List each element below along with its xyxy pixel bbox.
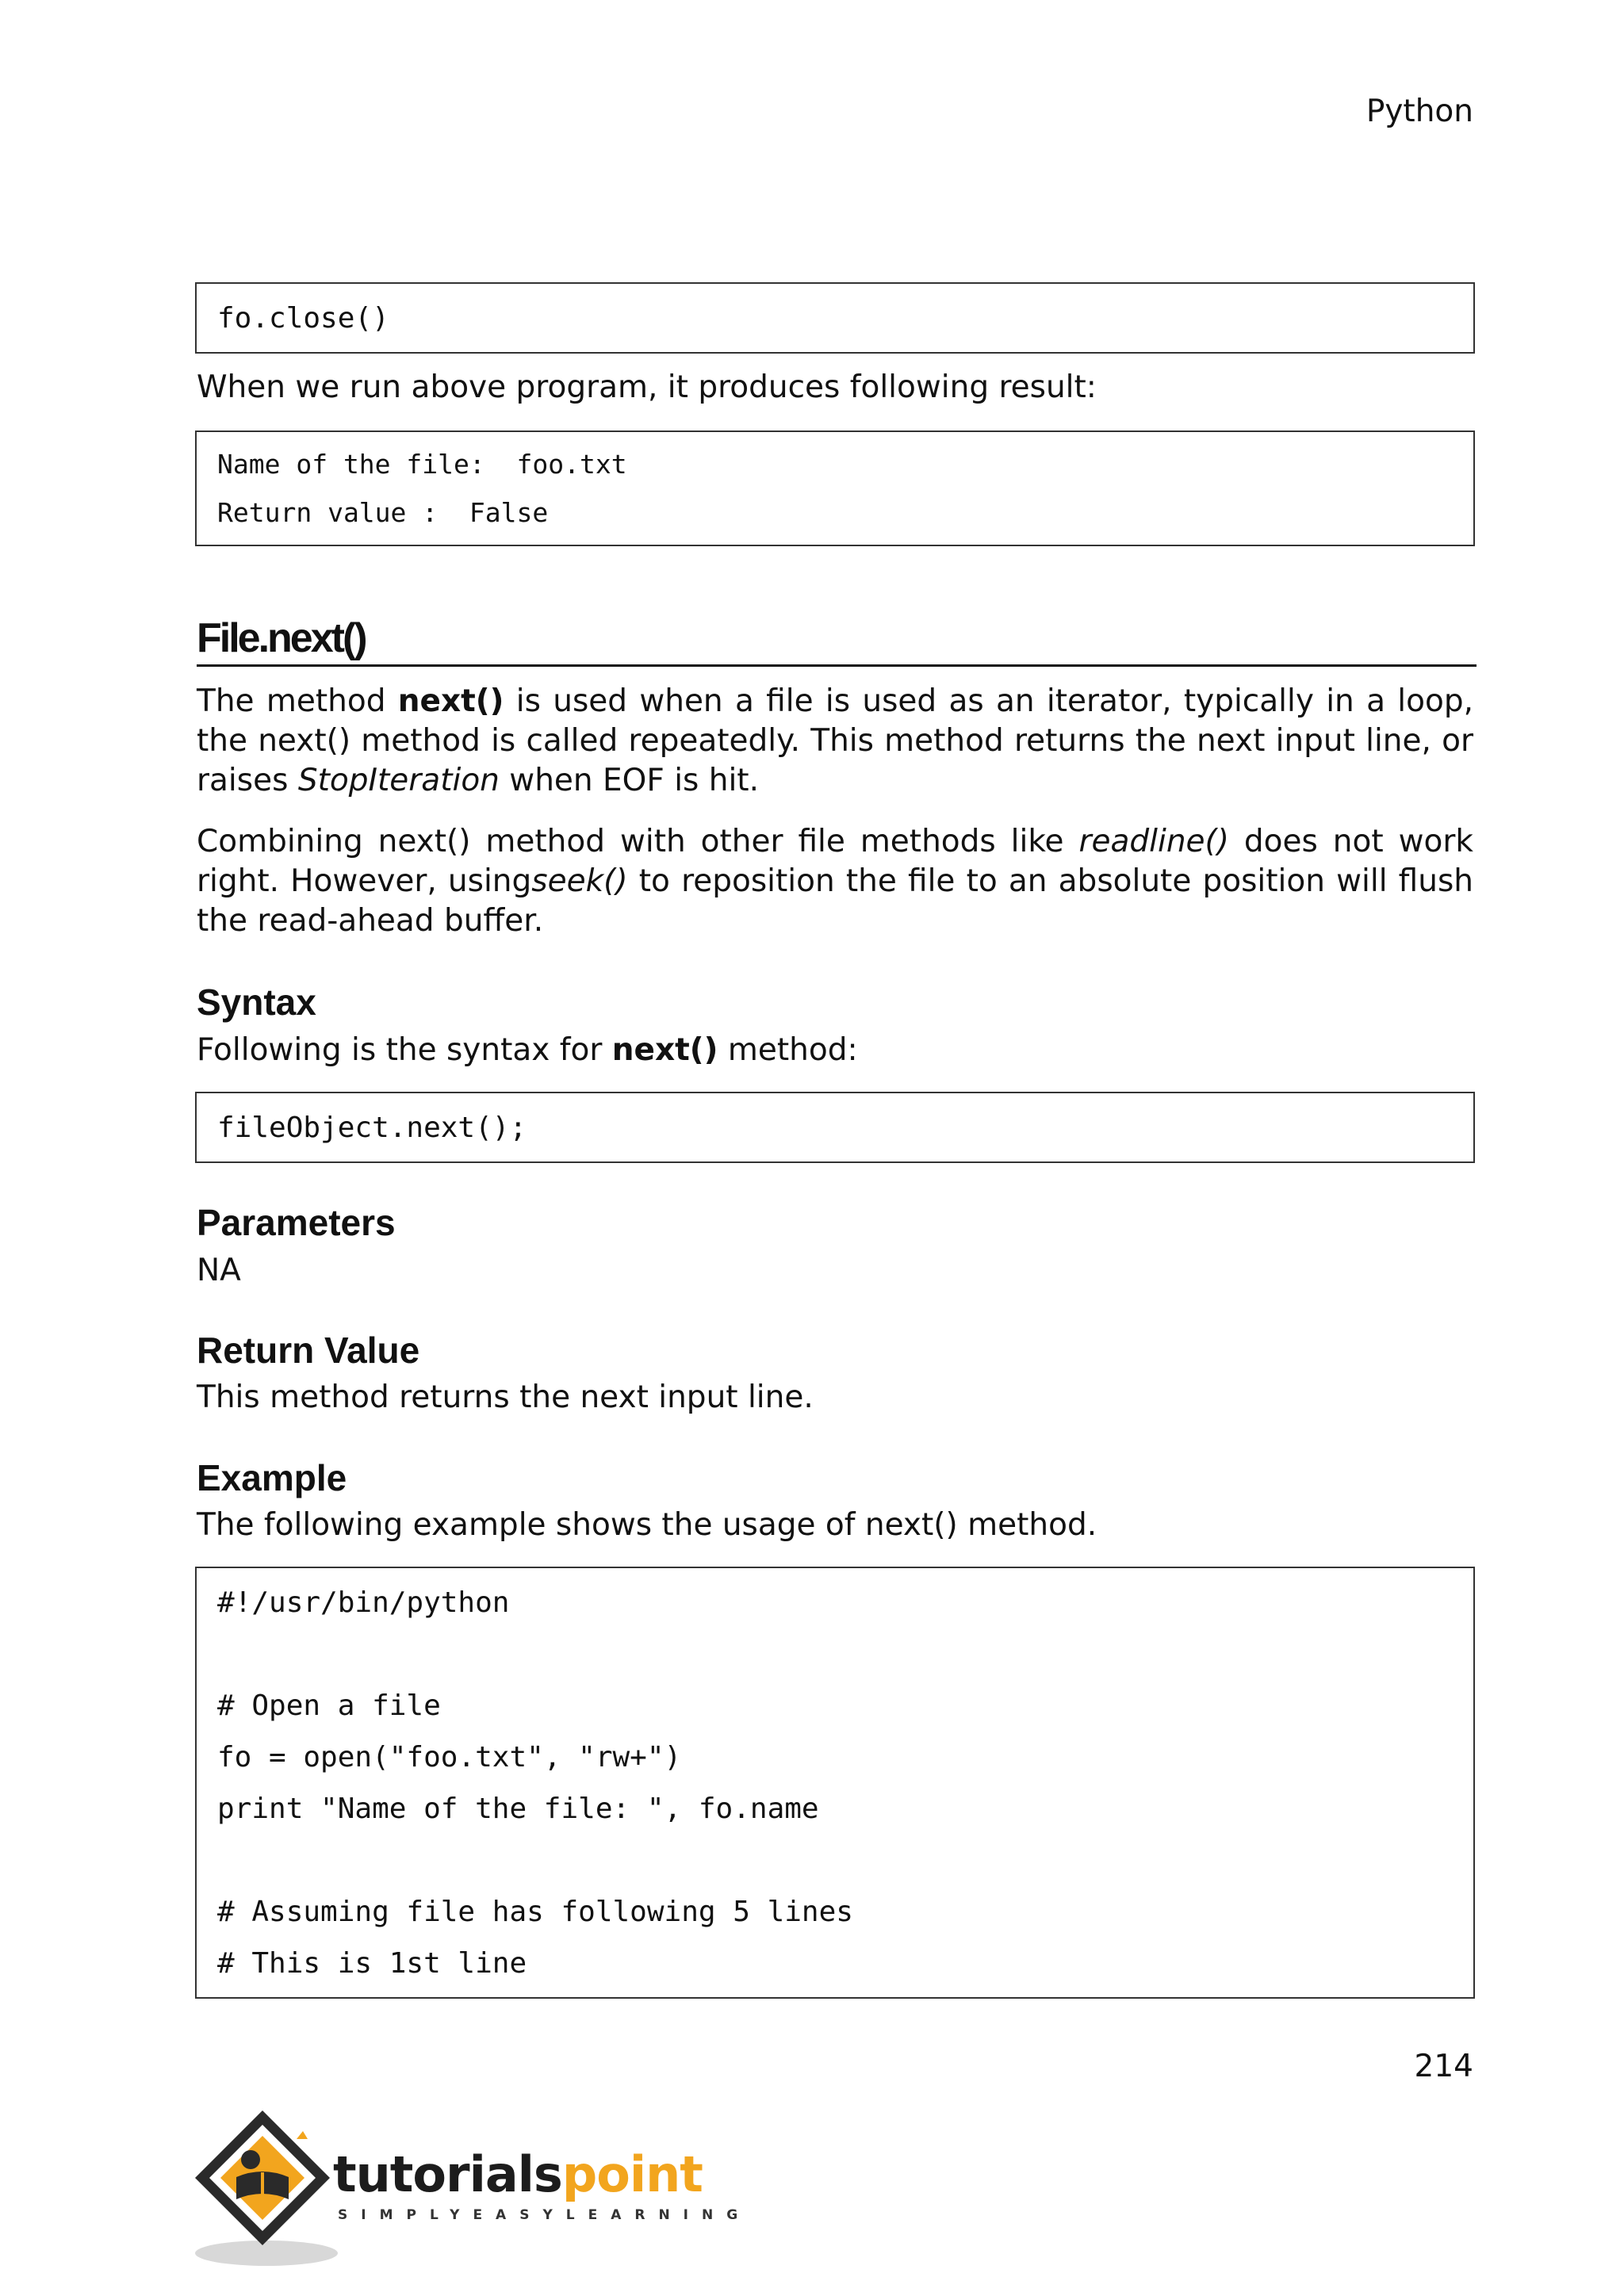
- term: readline(): [1078, 824, 1229, 859]
- result-intro: When we run above program, it produces following result:: [197, 369, 1097, 405]
- code-line: fo.close(): [217, 302, 389, 335]
- text: Following is the syntax for: [197, 1032, 612, 1068]
- tutorialspoint-logo: [195, 2110, 752, 2293]
- section-title: File.next(): [197, 612, 1477, 667]
- code-line: fo = open("foo.txt", "rw+"): [217, 1741, 682, 1774]
- logo-word-part2: point: [561, 2145, 703, 2203]
- example-text: The following example shows the usage of next() method.: [197, 1507, 1097, 1543]
- code-line: Name of the file: foo.txt: [217, 449, 627, 480]
- code-line: # Assuming file has following 5 lines: [217, 1896, 853, 1928]
- return-value-heading: Return Value: [197, 1330, 420, 1371]
- text: when EOF is hit.: [499, 763, 759, 798]
- header-title: Python: [1365, 94, 1473, 129]
- text: Combining next() method with other file methods like: [197, 824, 1079, 859]
- code-line: # Open a file: [217, 1689, 441, 1722]
- logo-tagline: SIMPLYEASYLEARNING: [338, 2207, 752, 2223]
- parameters-heading: Parameters: [197, 1202, 396, 1243]
- output-block: [195, 430, 1475, 546]
- syntax-text: [197, 1031, 1473, 1070]
- section-paragraph-2: [197, 822, 1473, 941]
- text: The method: [197, 683, 398, 719]
- code-term: next(): [397, 683, 504, 719]
- syntax-code-block: [195, 1092, 1475, 1163]
- code-line: # This is 1st line: [217, 1947, 527, 1980]
- logo-emblem-icon: [195, 2110, 354, 2293]
- code-line: #!/usr/bin/python: [217, 1586, 510, 1619]
- term: StopIteration: [297, 763, 500, 798]
- code-block-close: [195, 282, 1475, 354]
- code-line: fileObject.next();: [217, 1112, 527, 1144]
- page-number: 214: [1414, 2049, 1473, 2084]
- code-line: print "Name of the file: ", fo.name: [217, 1793, 819, 1825]
- text: is used when a file is used as an iterator, typically in a loop, the next() method is called repeatedly. This method returns the next input line, or raises: [197, 683, 1473, 798]
- section-paragraph-1: [197, 682, 1473, 801]
- logo-wordmark: [333, 2145, 703, 2203]
- text: method:: [718, 1032, 858, 1068]
- example-code-block: [195, 1567, 1475, 1999]
- code-line: [217, 1628, 1473, 1680]
- text: to reposition the file to an absolute position will flush the read-ahead buffer.: [197, 863, 1473, 939]
- term: seek(): [531, 863, 628, 899]
- example-heading: Example: [197, 1457, 347, 1498]
- code-term: next(): [611, 1032, 718, 1068]
- code-line: [217, 1835, 1473, 1886]
- return-value-text: This method returns the next input line.: [197, 1380, 814, 1415]
- text: does not work right. However, using: [197, 824, 1473, 899]
- logo-word-part1: tutorials: [333, 2145, 562, 2203]
- code-line: Return value : False: [217, 497, 549, 528]
- syntax-heading: Syntax: [197, 982, 316, 1023]
- parameters-text: NA: [197, 1253, 241, 1288]
